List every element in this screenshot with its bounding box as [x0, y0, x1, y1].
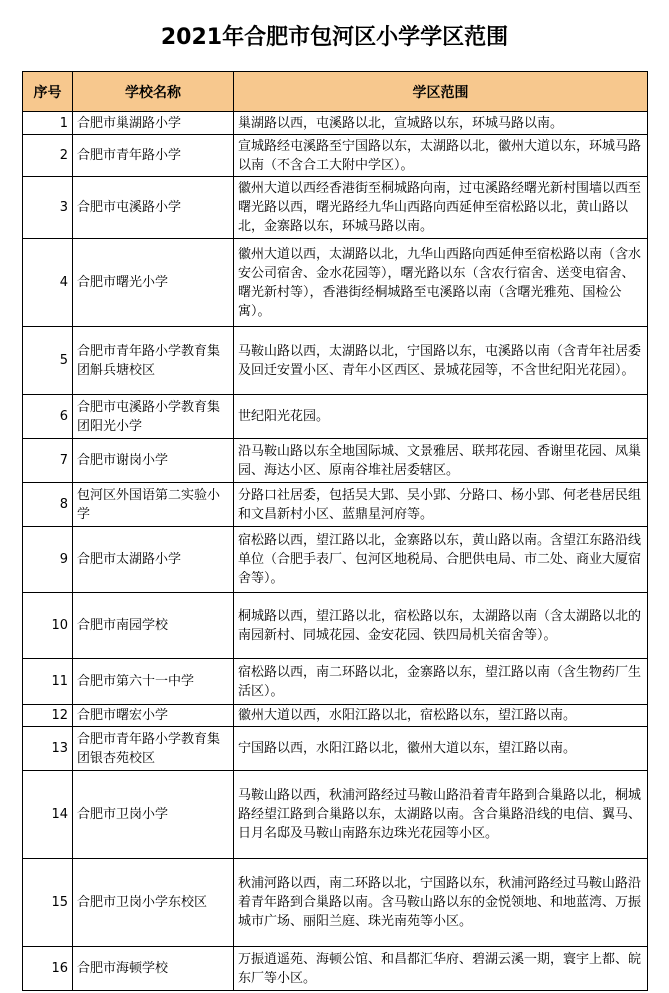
table-row	[23, 239, 648, 327]
cell-school: 合肥市屯溪路小学教育集团阳光小学	[73, 395, 234, 439]
cell-school: 合肥市青年路小学教育集团银杏苑校区	[73, 727, 234, 771]
cell-range: 马鞍山路以西，秋浦河路经过马鞍山路沿着青年路到合巢路以北，桐城路经望江路到合巢路以东，太湖路以南。含合巢路沿线的电信、翼马、日月名邸及马鞍山南路东边珠光花园等小区。	[234, 771, 648, 859]
cell-range: 宣城路经屯溪路至宁国路以东，太湖路以北，徽州大道以东，环城马路以南（不含合工大附中学区）。	[234, 135, 648, 177]
cell-range: 徽州大道以西，水阳江路以北，宿松路以东，望江路以南。	[234, 705, 648, 727]
cell-school: 合肥市太湖路小学	[73, 527, 234, 593]
cell-index: 12	[23, 705, 73, 727]
header-index: 序号	[23, 72, 73, 112]
cell-range: 万振逍遥苑、海顿公馆、和昌都汇华府、碧湖云溪一期，寰宇上都、皖东厂等小区。	[234, 947, 648, 991]
cell-index: 4	[23, 239, 73, 327]
cell-range: 宿松路以西，南二环路以北，金寨路以东，望江路以南（含生物药厂生活区）。	[234, 659, 648, 705]
table-body	[23, 112, 648, 991]
cell-index: 15	[23, 859, 73, 947]
cell-range: 宁国路以西，水阳江路以北，徽州大道以东，望江路以南。	[234, 727, 648, 771]
table-row	[23, 135, 648, 177]
header-school: 学校名称	[73, 72, 234, 112]
cell-range: 世纪阳光花园。	[234, 395, 648, 439]
cell-range: 桐城路以西，望江路以北，宿松路以东，太湖路以南（含太湖路以北的南园新村、同城花园、金安花园、铁四局机关宿舍等）。	[234, 593, 648, 659]
cell-school: 包河区外国语第二实验小学	[73, 483, 234, 527]
table-row	[23, 659, 648, 705]
cell-school: 合肥市青年路小学教育集团斛兵塘校区	[73, 327, 234, 395]
header-range: 学区范围	[234, 72, 648, 112]
cell-school: 合肥市曙宏小学	[73, 705, 234, 727]
cell-index: 13	[23, 727, 73, 771]
cell-school: 合肥市卫岗小学	[73, 771, 234, 859]
cell-index: 10	[23, 593, 73, 659]
table-row	[23, 705, 648, 727]
cell-index: 8	[23, 483, 73, 527]
cell-range: 宿松路以西，望江路以北，金寨路以东，黄山路以南。含望江东路沿线单位（合肥手表厂、包河区地税局、合肥供电局、市二处、商业大厦宿舍等）。	[234, 527, 648, 593]
cell-school: 合肥市谢岗小学	[73, 439, 234, 483]
table-row	[23, 327, 648, 395]
table-row	[23, 527, 648, 593]
cell-school: 合肥市卫岗小学东校区	[73, 859, 234, 947]
cell-range: 分路口社居委，包括吴大郢、吴小郢、分路口、杨小郢、何老巷居民组和文昌新村小区、蓝鼎星河府等。	[234, 483, 648, 527]
table-row	[23, 947, 648, 991]
cell-index: 6	[23, 395, 73, 439]
cell-index: 9	[23, 527, 73, 593]
table-row	[23, 771, 648, 859]
table-row	[23, 395, 648, 439]
cell-index: 5	[23, 327, 73, 395]
cell-range: 沿马鞍山路以东全地国际城、文景雅居、联邦花园、香谢里花园、凤巢园、海达小区、原南谷堆社居委辖区。	[234, 439, 648, 483]
cell-school: 合肥市第六十一中学	[73, 659, 234, 705]
cell-range: 徽州大道以西，太湖路以北，九华山西路向西延伸至宿松路以南（含水安公司宿舍、金水花园等），曙光路以东（含农行宿舍、送变电宿舍、曙光新村等），香港街经桐城路至屯溪路以南（含曙光雅苑、国检公寓）。	[234, 239, 648, 327]
cell-school: 合肥市巢湖路小学	[73, 112, 234, 135]
table-row	[23, 177, 648, 239]
cell-index: 11	[23, 659, 73, 705]
table-row	[23, 593, 648, 659]
cell-school: 合肥市青年路小学	[73, 135, 234, 177]
school-district-table	[22, 71, 648, 991]
table-header-row	[23, 72, 648, 112]
cell-index: 14	[23, 771, 73, 859]
table-row	[23, 112, 648, 135]
cell-range: 秋浦河路以西，南二环路以北，宁国路以东，秋浦河路经过马鞍山路沿着青年路到合巢路以南。含马鞍山路以东的金悦领地、和地蓝湾、万振城市广场、丽阳兰庭、珠光南苑等小区。	[234, 859, 648, 947]
table-row	[23, 439, 648, 483]
cell-school: 合肥市屯溪路小学	[73, 177, 234, 239]
cell-index: 3	[23, 177, 73, 239]
table-row	[23, 859, 648, 947]
cell-index: 1	[23, 112, 73, 135]
cell-index: 2	[23, 135, 73, 177]
cell-index: 16	[23, 947, 73, 991]
cell-school: 合肥市海顿学校	[73, 947, 234, 991]
cell-range: 马鞍山路以西，太湖路以北，宁国路以东，屯溪路以南（含青年社居委及回迁安置小区、青年小区西区、景城花园等，不含世纪阳光花园）。	[234, 327, 648, 395]
table-row	[23, 727, 648, 771]
cell-school: 合肥市曙光小学	[73, 239, 234, 327]
cell-range: 徽州大道以西经香港街至桐城路向南，过屯溪路经曙光新村围墙以西至曙光路以西，曙光路经九华山西路向西延伸至宿松路以北，黄山路以北，金寨路以东，环城马路以南。	[234, 177, 648, 239]
page-title: 2021年合肥市包河区小学学区范围	[160, 24, 509, 50]
cell-index: 7	[23, 439, 73, 483]
cell-school: 合肥市南园学校	[73, 593, 234, 659]
table-row	[23, 483, 648, 527]
cell-range: 巢湖路以西，屯溪路以北，宣城路以东，环城马路以南。	[234, 112, 648, 135]
